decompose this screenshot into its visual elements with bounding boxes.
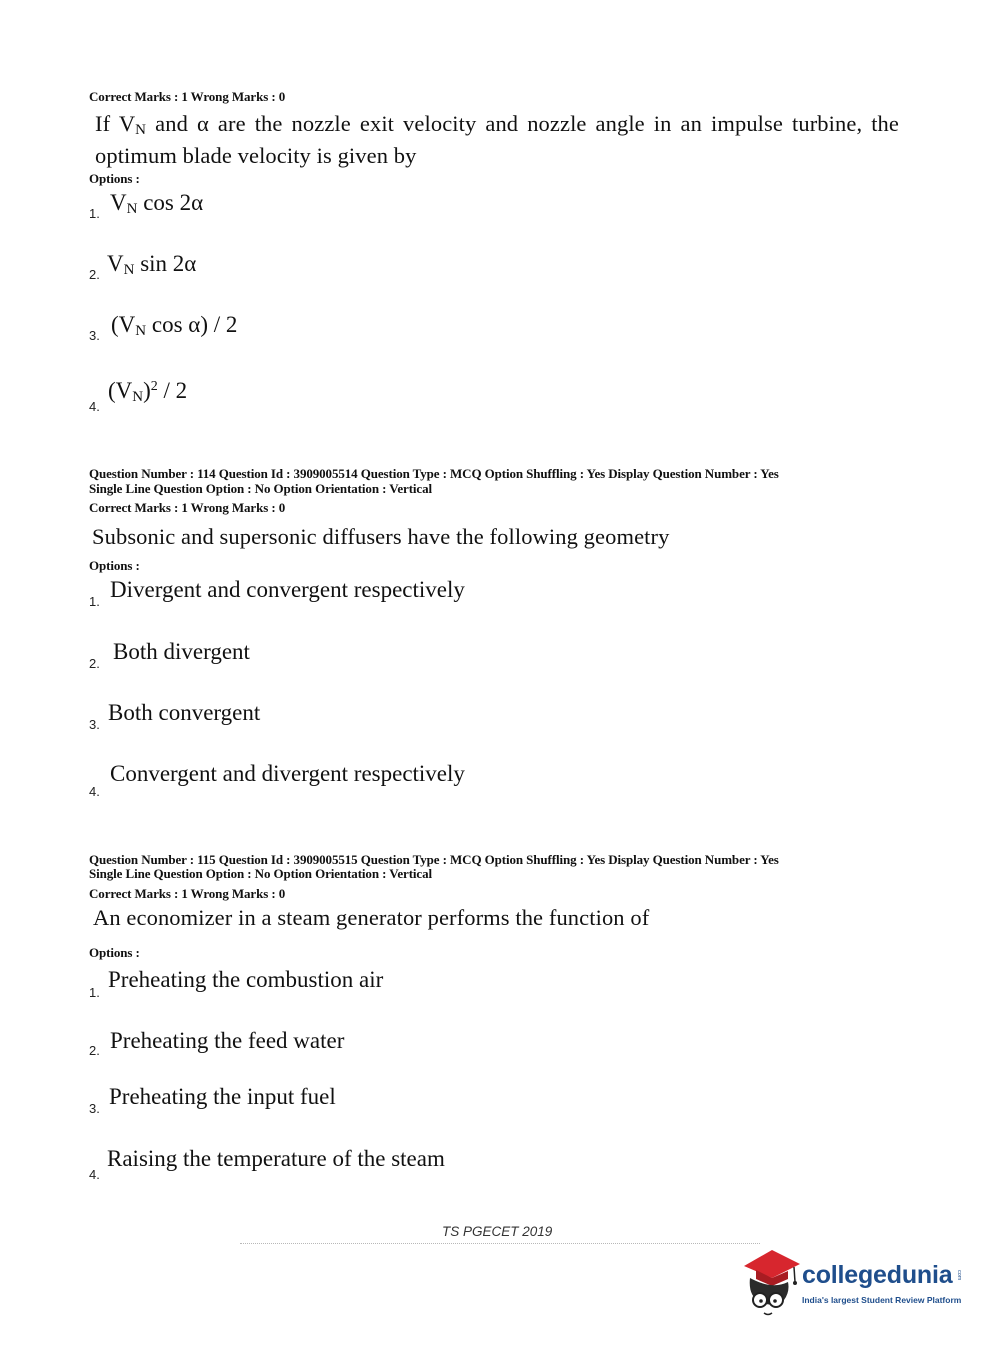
- q114-option-3-number: 3.: [89, 717, 100, 732]
- q113-option-3[interactable]: [111, 312, 237, 344]
- q113-option-1[interactable]: [110, 190, 203, 222]
- q114-options-label: Options :: [89, 558, 140, 573]
- q113-option-2-post: sin 2α: [134, 251, 197, 276]
- footer-exam-title: TS PGECET 2019: [442, 1224, 553, 1239]
- q115-option-1-number: 1.: [89, 985, 100, 1000]
- q114-option-2-number: 2.: [89, 656, 100, 671]
- collegedunia-logo-tagline: India's largest Student Review Platform: [802, 1295, 962, 1305]
- q113-option-4-mid: ): [143, 378, 151, 403]
- q113-option-4-pre: (V: [108, 378, 133, 403]
- q114-option-4-number: 4.: [89, 784, 100, 799]
- q114-option-3[interactable]: Both convergent: [108, 700, 261, 725]
- q113-option-1-post: cos 2α: [137, 190, 204, 215]
- q114-meta-line-1: Question Number : 114 Question Id : 3909005514 Question Type : MCQ Option Shuffling : Yes Display Question Number : Yes: [89, 466, 779, 481]
- q113-text-start: If V: [95, 111, 136, 136]
- collegedunia-logo-com: com: [956, 1270, 962, 1281]
- footer-divider: [240, 1243, 760, 1244]
- q113-option-3-post: cos α) / 2: [146, 312, 238, 337]
- q113-text-sub: N: [135, 122, 147, 138]
- q113-option-2-sub: N: [123, 262, 135, 278]
- q113-options-label: Options :: [89, 171, 140, 186]
- q115-marks: Correct Marks : 1 Wrong Marks : 0: [89, 886, 286, 901]
- q115-question-text: An economizer in a steam generator performs the function of: [93, 905, 650, 930]
- q115-option-4-number: 4.: [89, 1167, 100, 1182]
- q113-option-4-number: 4.: [89, 399, 100, 414]
- q115-options-label: Options :: [89, 945, 140, 960]
- q113-marks: Correct Marks : 1 Wrong Marks : 0: [89, 89, 286, 104]
- q115-option-3[interactable]: Preheating the input fuel: [109, 1084, 336, 1109]
- q115-option-2[interactable]: Preheating the feed water: [110, 1028, 345, 1053]
- q115-meta-line-2: Single Line Question Option : No Option Orientation : Vertical: [89, 866, 433, 881]
- q114-option-1[interactable]: Divergent and convergent respectively: [110, 577, 465, 602]
- q113-option-1-sub: N: [126, 201, 138, 217]
- q114-option-1-number: 1.: [89, 594, 100, 609]
- q114-option-2[interactable]: Both divergent: [113, 639, 250, 664]
- q113-option-1-number: 1.: [89, 206, 100, 221]
- q113-question-text: [95, 111, 899, 169]
- q113-option-4-sup: 2: [150, 379, 158, 394]
- q114-marks: Correct Marks : 1 Wrong Marks : 0: [89, 500, 286, 515]
- q115-meta-line-1: Question Number : 115 Question Id : 3909005515 Question Type : MCQ Option Shuffling : Yes Display Question Number : Yes: [89, 852, 779, 867]
- q113-option-3-sub: N: [135, 323, 147, 339]
- q113-option-4-post: / 2: [157, 378, 188, 403]
- q115-option-4[interactable]: Raising the temperature of the steam: [107, 1146, 445, 1171]
- q113-option-1-pre: V: [110, 190, 127, 215]
- q113-option-4[interactable]: [108, 374, 187, 410]
- q114-option-4[interactable]: Convergent and divergent respectively: [110, 761, 465, 786]
- q115-option-3-number: 3.: [89, 1101, 100, 1116]
- q113-option-4-sub: N: [132, 389, 144, 405]
- q113-option-2-pre: V: [107, 251, 124, 276]
- q115-option-1[interactable]: Preheating the combustion air: [108, 967, 384, 992]
- q113-text-rest: and α are the nozzle exit velocity and nozzle angle in an impulse turbine, the optimum blade velocity is given by: [95, 111, 899, 168]
- q114-meta-line-2: Single Line Question Option : No Option Orientation : Vertical: [89, 481, 433, 496]
- q113-option-2[interactable]: [107, 251, 196, 283]
- collegedunia-mascot-icon: [738, 1246, 802, 1318]
- q113-option-3-pre: (V: [111, 312, 136, 337]
- collegedunia-logo-wordmark: collegedunia: [802, 1261, 953, 1289]
- q114-question-text: Subsonic and supersonic diffusers have the following geometry: [92, 524, 670, 549]
- q113-option-2-number: 2.: [89, 267, 100, 282]
- q115-option-2-number: 2.: [89, 1043, 100, 1058]
- q113-option-3-number: 3.: [89, 328, 100, 343]
